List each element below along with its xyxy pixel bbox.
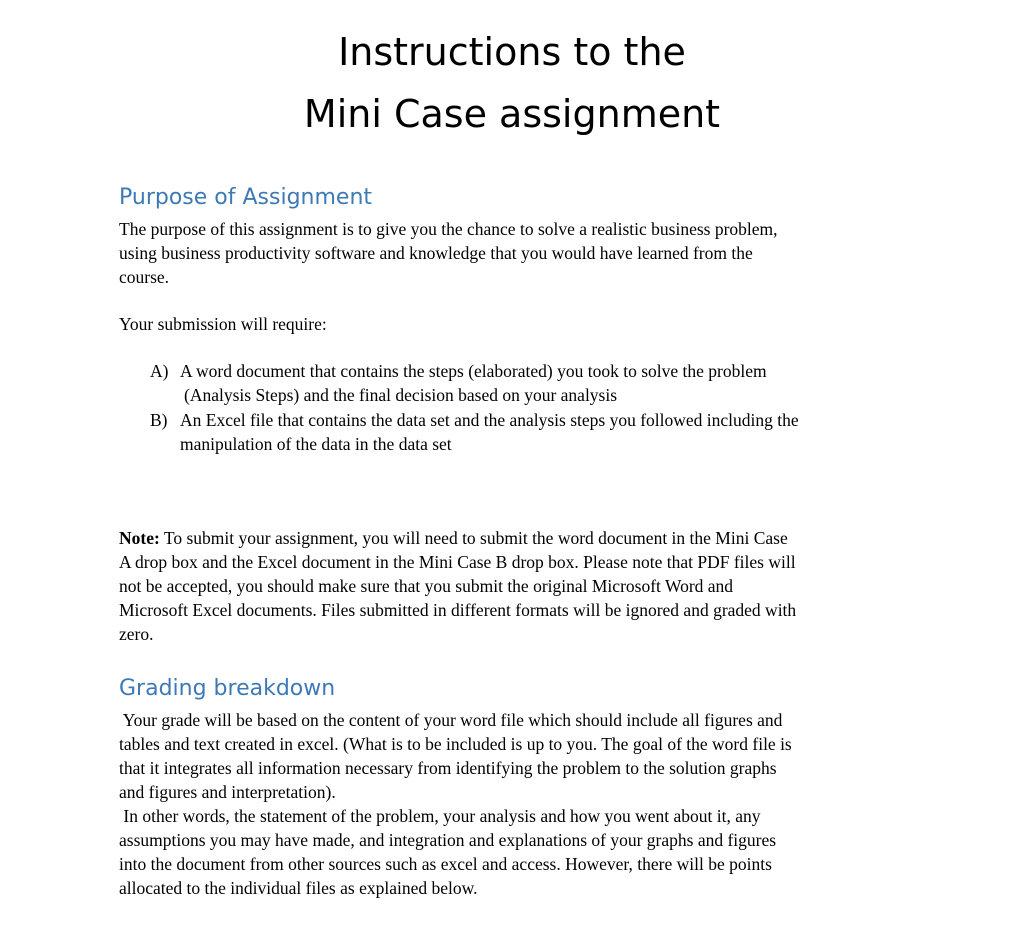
note-paragraph (119, 526, 909, 646)
grading-line: In other words, the statement of the problem, your analysis and how you went about it, any (119, 806, 761, 826)
note-line: not be accepted, you should make sure that you submit the original Microsoft Word and (119, 576, 734, 596)
grading-line: Your grade will be based on the content of your word file which should include all figures and (119, 710, 783, 730)
grading-line: allocated to the individual files as explained below. (119, 878, 478, 898)
list-marker: A) (150, 361, 169, 381)
list-marker: B) (150, 410, 168, 430)
grading-line: into the document from other sources such as excel and access. However, there will be points (119, 854, 772, 874)
purpose-line: using business productivity software and knowledge that you would have learned from the (119, 243, 753, 263)
page-title-line-1: Instructions to the (338, 30, 686, 74)
submission-intro (119, 312, 909, 336)
list-item-line: (Analysis Steps) and the final decision based on your analysis (184, 385, 618, 405)
page-title-line-2: Mini Case assignment (303, 92, 721, 136)
grading-paragraph-1 (119, 708, 909, 900)
grading-line: tables and text created in excel. (What is to be included is up to you. The goal of the word file is (119, 734, 792, 754)
list-item-line: An Excel file that contains the data set and the analysis steps you followed including the (180, 410, 799, 430)
list-item-b (150, 408, 910, 456)
note-first-line-text: To submit your assignment, you will need to submit the word document in the Mini Case (159, 528, 788, 548)
note-line: A drop box and the Excel document in the Mini Case B drop box. Please note that PDF files will (119, 552, 796, 572)
note-line: Microsoft Excel documents. Files submitted in different formats will be ignored and graded with (119, 600, 797, 620)
list-item-content (180, 359, 910, 407)
note-label: Note: (119, 528, 160, 548)
grading-line: that it integrates all information necessary from identifying the problem to the solution graphs (119, 758, 777, 778)
submission-intro-text: Your submission will require: (119, 314, 327, 334)
purpose-heading: Purpose of Assignment (119, 185, 373, 210)
note-first-line (119, 526, 909, 550)
note-line: zero. (119, 624, 154, 644)
grading-line: assumptions you may have made, and integration and explanations of your graphs and figures (119, 830, 777, 850)
grading-line: and figures and interpretation). (119, 782, 336, 802)
list-item-line: A word document that contains the steps (elaborated) you took to solve the problem (180, 361, 767, 381)
list-item-a (150, 359, 910, 407)
list-item-line: manipulation of the data in the data set (180, 434, 452, 454)
grading-heading: Grading breakdown (119, 676, 336, 701)
purpose-line: course. (119, 267, 170, 287)
list-item-content (180, 408, 910, 456)
purpose-line: The purpose of this assignment is to give you the chance to solve a realistic business problem, (119, 219, 778, 239)
purpose-paragraph (119, 217, 909, 289)
